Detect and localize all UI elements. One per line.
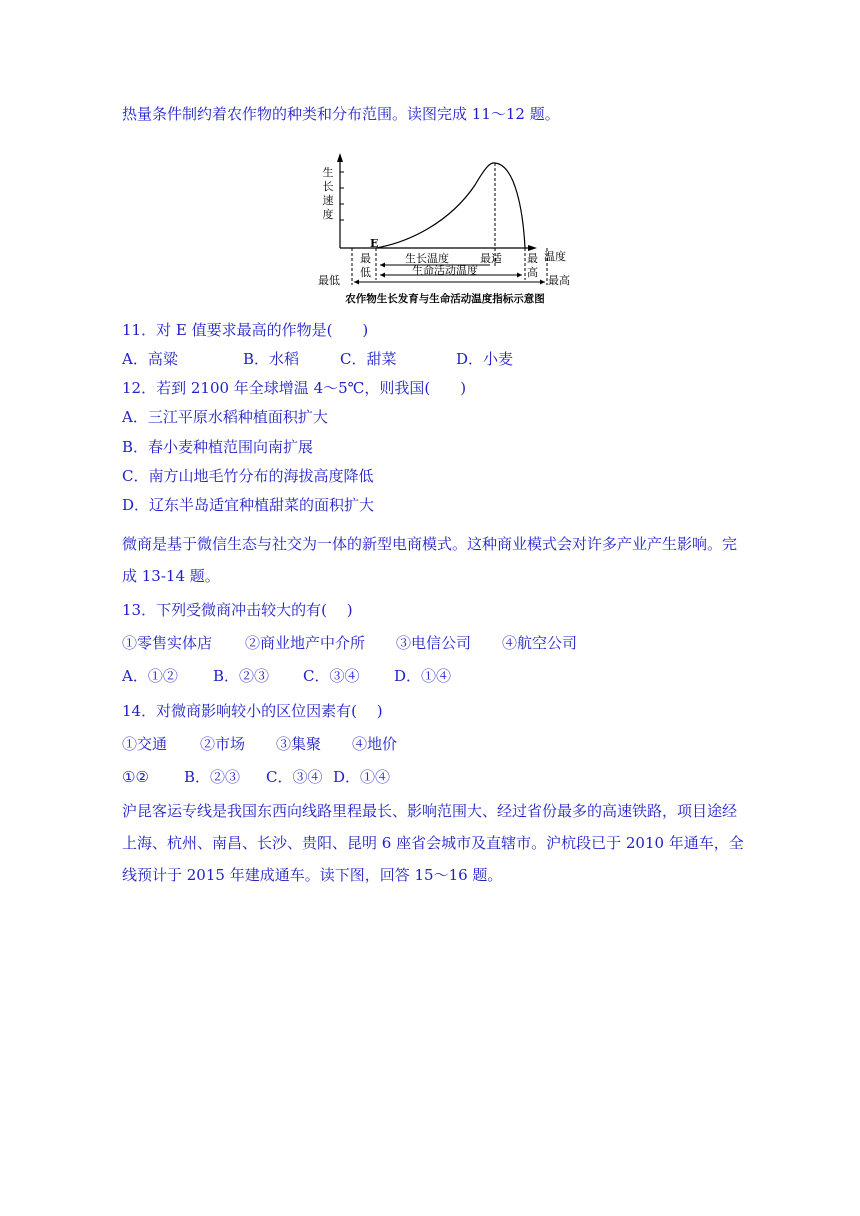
q13-stem: 13．下列受微商冲击较大的有( )	[122, 601, 353, 619]
low-label-char: 最	[360, 252, 371, 265]
q13-item-1: ①零售实体店	[122, 634, 213, 652]
point-e-label: E	[370, 237, 379, 250]
q14-option-a: ①②	[122, 768, 149, 786]
q11-option-a: A．高粱	[122, 350, 178, 368]
q14-stem: 14．对微商影响较小的区位因素有( )	[122, 702, 383, 720]
arrow-head	[517, 273, 522, 278]
intro-paragraph-1: 热量条件制约着农作物的种类和分布范围。读图完成 11～12 题。	[122, 105, 560, 123]
q13-item-2: ②商业地产中介所	[245, 634, 366, 652]
q13-option-a: A．①②	[122, 667, 178, 685]
q13-item-3: ③电信公司	[396, 634, 472, 652]
q12-option-d: D．辽东半岛适宜种植甜菜的面积扩大	[122, 496, 375, 514]
q14-item-4: ④地价	[352, 735, 398, 753]
x-axis-arrow	[528, 245, 537, 251]
q12-option-b: B．春小麦种植范围向南扩展	[122, 438, 314, 456]
q13-option-c: C．③④	[303, 667, 360, 685]
y-label-char: 速	[322, 194, 334, 207]
q11-stem: 11．对 E 值要求最高的作物是( )	[122, 321, 369, 339]
high-label-char: 高	[527, 266, 538, 279]
intro-paragraph-2-line-1: 微商是基于微信生态与社交为一体的新型电商模式。这种商业模式会对许多产业产生影响。完	[122, 535, 738, 553]
growth-curve	[376, 163, 525, 248]
q11-option-c: C．甜菜	[340, 350, 397, 368]
q14-item-3: ③集聚	[276, 735, 322, 753]
low-label-char: 低	[360, 266, 371, 279]
y-label-char: 度	[322, 208, 334, 221]
high-label-char: 最	[527, 252, 538, 265]
y-label-char: 生	[322, 166, 334, 179]
q14-option-b: B．②③	[184, 768, 241, 786]
lowest-left-label: 最低	[318, 274, 340, 287]
figure-caption: 农作物生长发育与生命活动温度指标示意图	[345, 293, 545, 305]
q12-option-a: A．三江平原水稻种植面积扩大	[122, 408, 328, 426]
intro-paragraph-3-line-1: 沪昆客运专线是我国东西向线路里程最长、影响范围大、经过省份最多的高速铁路，项目途经	[122, 802, 738, 820]
crop-temperature-diagram	[310, 150, 580, 315]
q12-option-c: C．南方山地毛竹分布的海拔高度降低	[122, 467, 374, 485]
y-label-char: 长	[322, 180, 334, 193]
optimal-label: 最适	[480, 252, 502, 265]
q14-item-1: ①交通	[122, 735, 168, 753]
q12-stem: 12．若到 2100 年全球增温 4～5℃，则我国( )	[122, 379, 467, 397]
x-label: 温度	[544, 250, 566, 263]
q13-option-b: B．②③	[213, 667, 270, 685]
q14-item-2: ②市场	[200, 735, 246, 753]
q11-option-b: B．水稻	[243, 350, 300, 368]
q13-option-d: D．①④	[394, 667, 452, 685]
arrow-head	[380, 263, 385, 268]
arrow-head	[540, 280, 545, 285]
q13-item-4: ④航空公司	[502, 634, 578, 652]
intro-paragraph-2-line-2: 成 13-14 题。	[122, 567, 220, 585]
intro-paragraph-3-line-3: 线预计于 2015 年建成通车。读下图，回答 15～16 题。	[122, 866, 503, 884]
arrow-head	[354, 280, 359, 285]
q11-option-d: D．小麦	[456, 350, 514, 368]
y-axis-arrow	[337, 153, 343, 162]
q14-option-d: D．①④	[333, 768, 391, 786]
q14-option-c: C．③④	[266, 768, 323, 786]
highest-right-label: 最高	[548, 274, 570, 287]
life-temp-label: 生命活动温度	[412, 264, 478, 277]
arrow-head	[380, 273, 385, 278]
growth-temp-label: 生长温度	[405, 252, 449, 265]
intro-paragraph-3-line-2: 上海、杭州、南昌、长沙、贵阳、昆明 6 座省会城市及直辖市。沪杭段已于 2010 年通车，全	[122, 834, 744, 852]
